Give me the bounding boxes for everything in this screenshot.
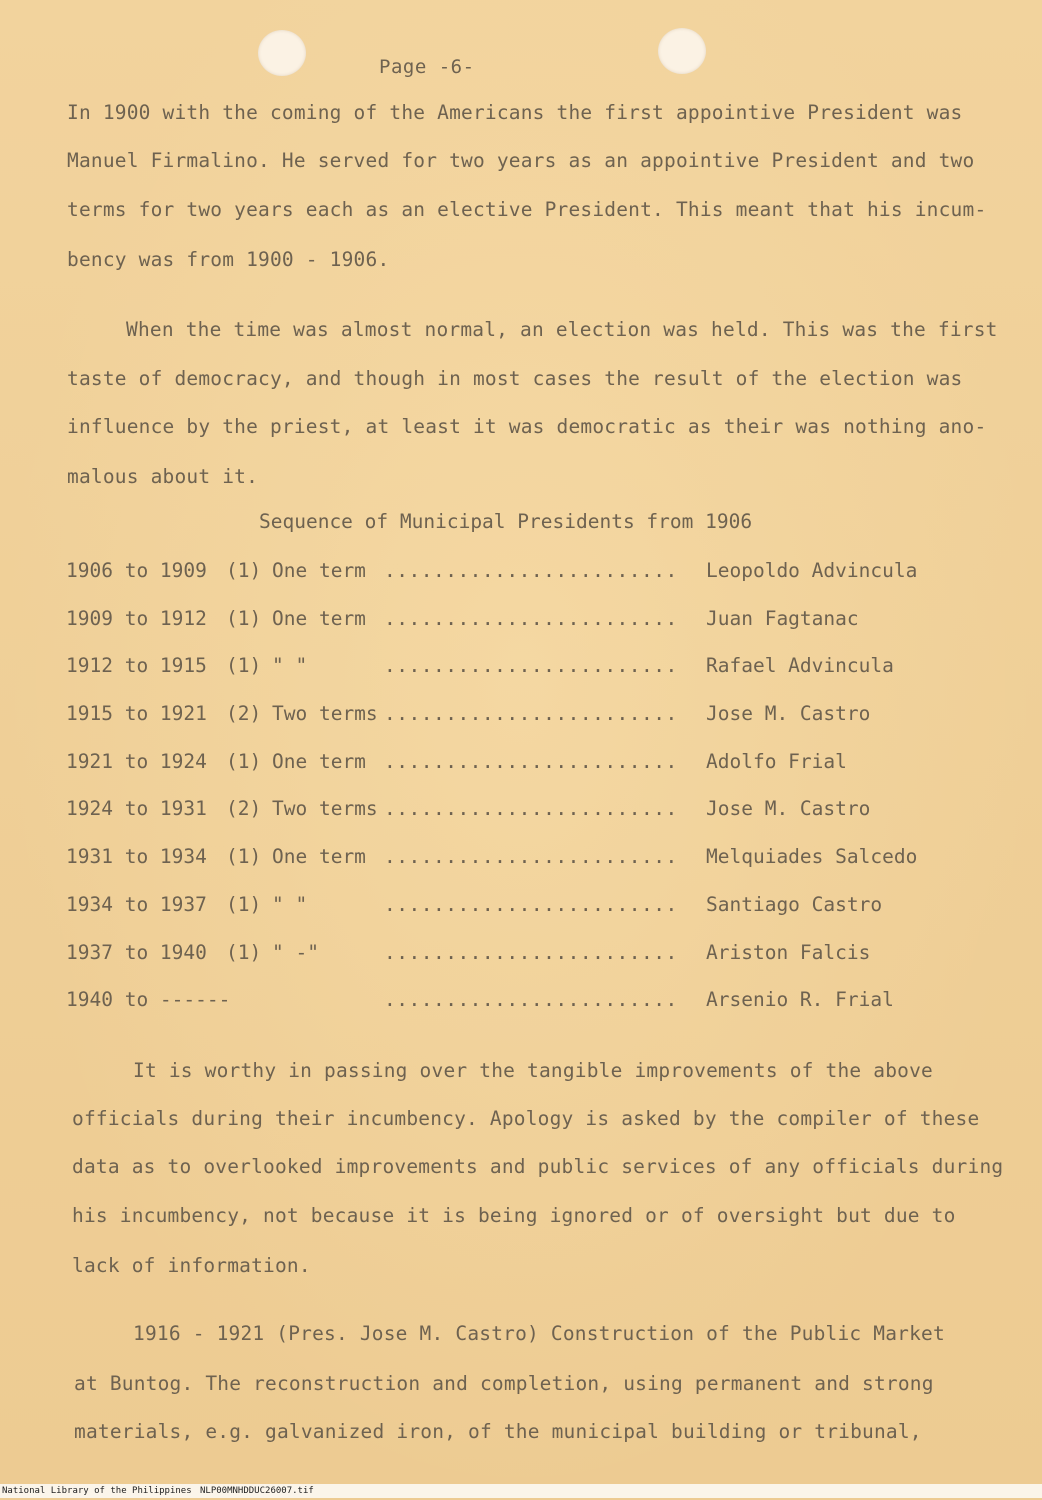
leader-dots: ........................	[384, 797, 678, 820]
years: 1934 to 1937	[66, 893, 207, 916]
president-name: Ariston Falcis	[706, 941, 871, 964]
improvements-line: lack of information.	[72, 1254, 311, 1277]
term-label: One term	[272, 750, 366, 773]
file-name: NLP00MNHDDUC26007.tif	[200, 1486, 314, 1496]
president-name: Jose M. Castro	[706, 702, 871, 725]
term-count: (1)	[226, 893, 262, 916]
term-count: (1)	[226, 750, 262, 773]
years: 1940 to ------	[66, 988, 231, 1011]
intro-line: bency was from 1900 - 1906.	[67, 248, 390, 271]
leader-dots: ........................	[384, 607, 678, 630]
term-label: One term	[272, 845, 366, 868]
president-row	[66, 988, 996, 1018]
president-name: Santiago Castro	[706, 893, 883, 916]
term-label: " -"	[272, 941, 319, 964]
market-line: at Buntog. The reconstruction and completion, using permanent and strong	[74, 1372, 934, 1395]
president-name: Arsenio R. Frial	[706, 988, 894, 1011]
intro-line: Manuel Firmalino. He served for two years as an appointive President and two	[67, 149, 975, 172]
years: 1906 to 1909	[66, 559, 207, 582]
improvements-line: It is worthy in passing over the tangible improvements of the above	[133, 1059, 933, 1082]
years: 1931 to 1934	[66, 845, 207, 868]
term-count: (2)	[226, 797, 262, 820]
years: 1921 to 1924	[66, 750, 207, 773]
intro-line: In 1900 with the coming of the Americans the first appointive President was	[67, 101, 963, 124]
president-name: Jose M. Castro	[706, 797, 871, 820]
president-name: Juan Fagtanac	[706, 607, 859, 630]
leader-dots: ........................	[384, 941, 678, 964]
president-name: Adolfo Frial	[706, 750, 847, 773]
leader-dots: ........................	[384, 702, 678, 725]
president-row	[66, 941, 996, 971]
library-credit: National Library of the Philippines	[2, 1486, 192, 1496]
democracy-line: influence by the priest, at least it was democratic as their was nothing ano-	[67, 415, 987, 438]
term-count: (1)	[226, 845, 262, 868]
market-line: materials, e.g. galvanized iron, of the municipal building or tribunal,	[74, 1420, 922, 1443]
president-row	[66, 607, 996, 637]
term-label: Two terms	[272, 797, 378, 820]
term-count: (1)	[226, 654, 262, 677]
president-name: Rafael Advincula	[706, 654, 894, 677]
years: 1915 to 1921	[66, 702, 207, 725]
president-name: Leopoldo Advincula	[706, 559, 918, 582]
scan-footer	[0, 1484, 1042, 1498]
market-line: 1916 - 1921 (Pres. Jose M. Castro) Construction of the Public Market	[133, 1322, 945, 1345]
president-row	[66, 559, 996, 589]
improvements-line: his incumbency, not because it is being ignored or of oversight but due to	[72, 1204, 956, 1227]
leader-dots: ........................	[384, 750, 678, 773]
improvements-line: data as to overlooked improvements and public services of any officials during	[72, 1155, 1004, 1178]
leader-dots: ........................	[384, 559, 678, 582]
president-row	[66, 654, 996, 684]
leader-dots: ........................	[384, 654, 678, 677]
term-count: (1)	[226, 559, 262, 582]
democracy-line: malous about it.	[67, 465, 259, 488]
democracy-line: taste of democracy, and though in most cases the result of the election was	[67, 367, 963, 390]
president-row	[66, 845, 996, 875]
improvements-line: officials during their incumbency. Apology is asked by the compiler of these	[72, 1107, 980, 1130]
page-number: Page -6-	[379, 56, 475, 78]
term-label: Two terms	[272, 702, 378, 725]
presidents-heading: Sequence of Municipal Presidents from 1906	[259, 510, 753, 533]
term-label: One term	[272, 607, 366, 630]
term-count: (2)	[226, 702, 262, 725]
punch-hole-left	[258, 30, 306, 76]
president-row	[66, 893, 996, 923]
term-label: " "	[272, 893, 308, 916]
leader-dots: ........................	[384, 845, 678, 868]
leader-dots: ........................	[384, 893, 678, 916]
president-name: Melquiades Salcedo	[706, 845, 918, 868]
years: 1937 to 1940	[66, 941, 207, 964]
term-label: One term	[272, 559, 366, 582]
president-row	[66, 702, 996, 732]
years: 1909 to 1912	[66, 607, 207, 630]
term-label: " "	[272, 654, 308, 677]
years: 1924 to 1931	[66, 797, 207, 820]
leader-dots: ........................	[384, 988, 678, 1011]
president-row	[66, 750, 996, 780]
punch-hole-right	[658, 28, 706, 74]
intro-line: terms for two years each as an elective President. This meant that his incum-	[67, 198, 987, 221]
years: 1912 to 1915	[66, 654, 207, 677]
president-row	[66, 797, 996, 827]
term-count: (1)	[226, 607, 262, 630]
term-count: (1)	[226, 941, 262, 964]
democracy-line: When the time was almost normal, an election was held. This was the first	[126, 318, 998, 341]
